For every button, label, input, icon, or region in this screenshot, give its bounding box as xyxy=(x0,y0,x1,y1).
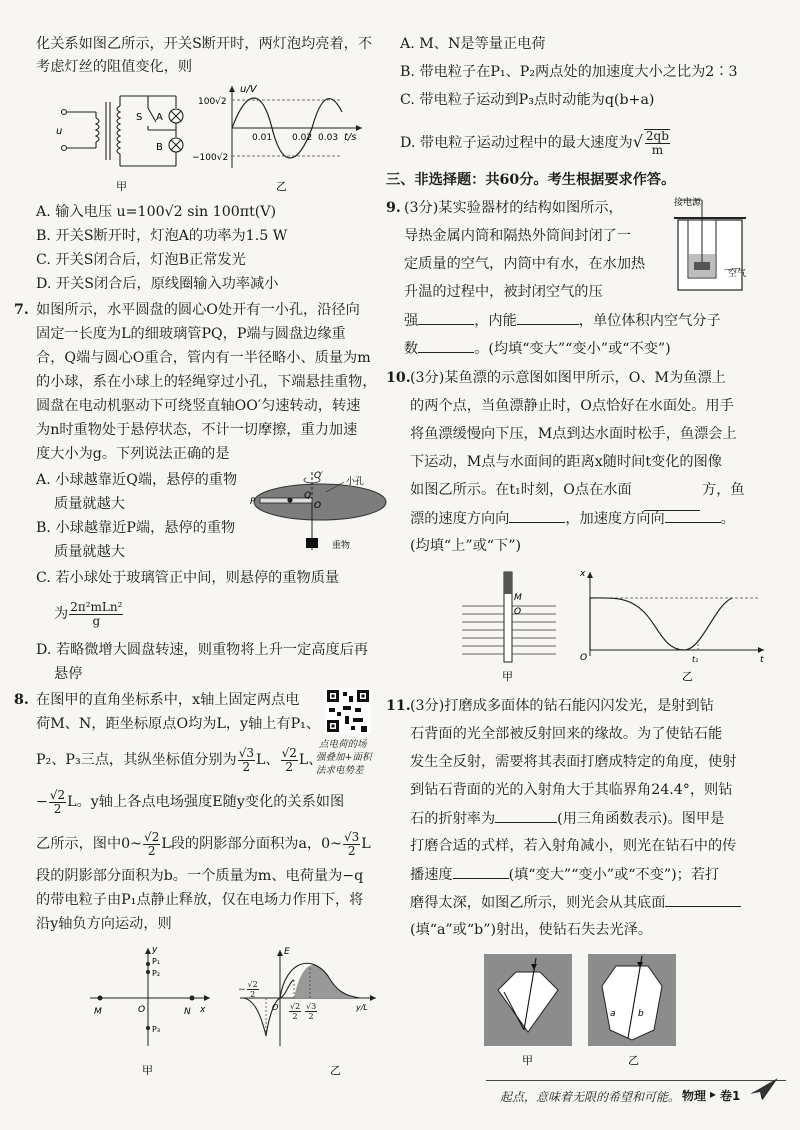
q7-option-C2 xyxy=(54,596,124,632)
q8-number: 8. xyxy=(14,692,29,708)
q9-l6-a: 数 xyxy=(404,341,419,357)
q7-option-C1: C. 若小球处于玻璃管正中间，则悬停的重物质量 xyxy=(36,570,340,586)
fig-t1: t₁ xyxy=(692,655,699,664)
frac xyxy=(305,1002,317,1021)
q6-line-2: 考虑灯丝的阻值变化，则 xyxy=(36,59,193,75)
q11-line-9: (填“a”或“b”)射出，使钻石失去光泽。 xyxy=(410,922,653,938)
sine-graph xyxy=(229,86,362,168)
fig-jia-label: 甲 xyxy=(502,670,513,683)
neg: − xyxy=(238,985,246,995)
q10-l6-b: ，加速度方向向 xyxy=(565,511,665,527)
q11-l7-b: (填“变大”“变小”或“不变”)；若打 xyxy=(508,867,720,883)
q11-l5-b: (用三角函数表示)。图甲是 xyxy=(557,811,725,827)
q9-l5-a: 强 xyxy=(404,313,419,329)
den: 2 xyxy=(308,1012,314,1021)
label-u: u xyxy=(56,126,63,137)
q8-l3-text: P₂、P₃三点，其纵坐标值分别为 xyxy=(36,752,237,768)
den: 2 xyxy=(250,990,256,999)
q11-line-5 xyxy=(410,808,724,829)
q8-frac-a xyxy=(143,831,160,858)
fig-Q: Q xyxy=(304,491,312,501)
fig-yi-label: 乙 xyxy=(330,1064,341,1077)
num: √2 xyxy=(144,829,160,844)
q8-line-7: 的带电粒子由P₁点静止释放，仅在电场力作用下，将 xyxy=(36,892,364,908)
den: m xyxy=(651,143,664,157)
fig-jia-label: 甲 xyxy=(522,1054,533,1067)
axis-u: u/V xyxy=(240,84,257,95)
q7-option-A1: A. 小球越靠近Q端，悬停的重物 xyxy=(36,472,238,488)
tick-003: 0.03 xyxy=(318,133,339,143)
q8-frac-b xyxy=(343,831,360,858)
label-A: A xyxy=(156,112,163,123)
section-3-heading: 三、非选择题：共60分。考生根据要求作答。 xyxy=(386,172,676,188)
den: 2 xyxy=(347,843,356,858)
q8-tick-s2 xyxy=(288,1002,302,1021)
footer-rule xyxy=(486,1080,786,1081)
axis-t: t/s xyxy=(344,132,357,143)
q10-line-1: (3分)某鱼漂的示意图如图甲所示，O、M为鱼漂上 xyxy=(410,370,726,386)
page-footer xyxy=(486,1080,786,1106)
q8-line-6: 段的阴影部分面积为b。一个质量为m、电荷量为−q xyxy=(36,868,364,884)
q8-l3-c: L、 xyxy=(298,752,323,768)
fig-x: x xyxy=(580,569,586,579)
q9-l6-b: 。(均填“变大”“变小”或“不变”) xyxy=(474,341,671,357)
fig-O: O xyxy=(314,501,322,511)
fig-P: P xyxy=(250,497,256,507)
q11-line-3: 发生全反射，需要将其表面打磨成特定的角度，使射 xyxy=(410,754,737,770)
q9-l5-b: ，内能 xyxy=(474,313,517,329)
q8-line-5 xyxy=(36,826,371,862)
paper-plane-icon xyxy=(748,1074,780,1102)
q7-line-1: 如图所示，水平圆盘的圆心O处开有一小孔，沿径向 xyxy=(36,302,360,318)
q8-figure xyxy=(80,940,380,1080)
q8-neg: − xyxy=(36,794,48,810)
num: √2 xyxy=(281,745,297,760)
q6-option-D: D. 开关S闭合后，原线圈输入功率减小 xyxy=(36,276,279,292)
fig-b: b xyxy=(638,1009,644,1019)
q6-option-C: C. 开关S闭合后，灯泡B正常发光 xyxy=(36,252,246,268)
q8-line-4 xyxy=(36,784,344,820)
fig-weight: 重物 xyxy=(332,541,351,551)
num: √2 xyxy=(49,787,66,802)
q11-blank-speed[interactable] xyxy=(453,864,509,879)
q9-blank-energy[interactable] xyxy=(517,310,579,325)
fig-t: t xyxy=(760,655,764,665)
q8-option-D xyxy=(400,124,671,160)
footer-subject: 物理 xyxy=(682,1089,707,1103)
num: √3 xyxy=(306,1002,317,1011)
q6-line-1: 化关系如图乙所示，开关S断开时，两灯泡均亮着，不 xyxy=(36,36,373,52)
q11-number: 11. xyxy=(386,698,411,714)
q7-line-6: 为n时重物处于悬停状态，不计一切摩擦，重力加速 xyxy=(36,422,358,438)
label-S: S xyxy=(136,112,143,123)
q8-option-C: C. 带电粒子运动到P₃点时动能为q(b+a) xyxy=(400,92,655,108)
q10-number: 10. xyxy=(386,370,411,386)
den: 2 xyxy=(147,843,156,858)
q10-line-5: 如图乙所示。在t₁时刻，O点在水面 xyxy=(410,482,632,498)
fig-P2: P₂ xyxy=(152,969,161,978)
q11-line-6: 打磨合适的式样，若入射角减小，则光在钻石中的传 xyxy=(410,838,737,854)
den: 2 xyxy=(242,759,251,774)
q7-option-A2: 质量就越大 xyxy=(54,496,125,512)
q9-line-6 xyxy=(404,338,671,359)
fig-P3: P₃ xyxy=(152,1025,161,1034)
q7-figure xyxy=(248,470,388,562)
q11-l8-a: 磨得太深，如图乙所示，则光会从其底面 xyxy=(410,895,666,911)
q11-line-1: (3分)打磨成多面体的钻石能闪闪发光，是射到钻 xyxy=(410,698,714,714)
q7-option-B1: B. 小球越靠近P端，悬停的重物 xyxy=(36,520,236,536)
q9-line-5 xyxy=(404,310,721,331)
frac xyxy=(289,1002,301,1021)
qr-note-1: 点电荷的场 xyxy=(319,739,367,750)
fig-hole: 小孔 xyxy=(346,477,365,487)
q11-line-8 xyxy=(410,892,741,913)
transformer-circuit xyxy=(62,96,184,166)
tick-002: 0.02 xyxy=(292,133,313,143)
fig-yi-label: 乙 xyxy=(682,670,693,683)
q8-l5-a: 乙所示，图中0~ xyxy=(36,836,143,852)
q11-line-7 xyxy=(410,864,719,885)
fig-E: E xyxy=(284,947,290,957)
q9-line-1: (3分)某实验器材的结构如图所示， xyxy=(404,200,623,216)
fig-a: a xyxy=(610,1009,616,1019)
fig-yL: y/L xyxy=(356,1003,368,1012)
q8-l5-c: L xyxy=(361,836,371,852)
tick-neg: −100√2 xyxy=(192,153,229,163)
fig-O: O xyxy=(514,607,522,617)
q8-option-A: A. M、N是等量正电荷 xyxy=(400,36,546,52)
q10-line-4: 下运动，M点与水面间的距离x随时间t变化的图像 xyxy=(410,454,722,470)
q7-line-5: 圆盘在电动机驱动下可绕竖直轴OO′匀速转动，转速 xyxy=(36,398,361,414)
q8-d-fraction xyxy=(644,129,670,157)
q7-c-fraction xyxy=(69,601,123,628)
q9-line-2: 导热金属内筒和隔热外筒间封闭了一 xyxy=(404,228,632,244)
footer-page: 卷1 xyxy=(720,1089,741,1103)
q9-line-3: 定质量的空气，内筒中有水，在水加热 xyxy=(404,256,646,272)
fig-M: M xyxy=(514,593,522,603)
q11-l7-a: 播速度 xyxy=(410,867,453,883)
den: 2 xyxy=(285,759,294,774)
sqrt-sign: √ xyxy=(632,132,643,151)
q8-line-3 xyxy=(36,742,323,778)
q8-line-1: 在图甲的直角坐标系中，x轴上固定两点电 xyxy=(36,692,300,708)
q8-line-8: 沿y轴负方向运动，则 xyxy=(36,916,172,932)
q11-line-2: 石背面的光全部被反射回来的缘故。为了使钻石能 xyxy=(410,726,723,742)
q7-line-3: 合，Q端与圆心O重合，管内有一半径略小、质量为m xyxy=(36,350,371,366)
num: √3 xyxy=(238,745,254,760)
q8-tick-s3 xyxy=(304,1002,318,1021)
num: √2 xyxy=(247,980,258,989)
q10-blank-velocity[interactable] xyxy=(509,508,565,523)
q8-l3-b: L、 xyxy=(256,752,280,768)
q6-option-B: B. 开关S断开时，灯泡A的功率为1.5 W xyxy=(36,228,288,244)
q10-line-6 xyxy=(410,508,735,529)
frac xyxy=(247,980,259,999)
q8-l4-text: L。y轴上各点电场强度E随y变化的关系如图 xyxy=(67,794,345,810)
fig-origin: O xyxy=(580,653,588,663)
q7-c-numerator: 2π²mLn² xyxy=(70,599,123,614)
footer-slogan: 起点，意味着无限的希望和可能。 xyxy=(500,1090,681,1104)
q7-number: 7. xyxy=(14,302,29,318)
q10-figure xyxy=(462,566,772,686)
fig-jia-label: 甲 xyxy=(116,180,127,192)
q8-l5-b: L段的阴影部分面积为a，0~ xyxy=(161,836,342,852)
q11-blank-face[interactable] xyxy=(665,892,741,907)
fig-P1: P₁ xyxy=(152,957,161,966)
q10-line-5b: 方，鱼 xyxy=(702,482,745,498)
q11-figure xyxy=(482,952,682,1068)
q7-option-D2: 悬停 xyxy=(54,666,83,682)
fig-O-yi: O xyxy=(272,1003,279,1012)
q9-line-4: 升温的过程中，被封闭空气的压 xyxy=(404,284,603,300)
fig-O2: O′ xyxy=(314,471,324,481)
q9-blank-density[interactable] xyxy=(418,338,474,353)
qr-note-3: 法求电势差 xyxy=(316,765,364,776)
q6-figure xyxy=(56,82,376,192)
tick-001: 0.01 xyxy=(252,133,273,143)
q10-line-2: 的两个点，当鱼漂静止时，O点恰好在水面处。用手 xyxy=(410,398,734,414)
q8-line-2: 荷M、N，距坐标原点O均为L，y轴上有P₁、 xyxy=(36,716,321,732)
q10-line-3: 将鱼漂缓慢向下压，M点到达水面时松手，鱼漂会上 xyxy=(410,426,737,442)
q8-frac-neg-s2 xyxy=(49,789,66,816)
footer-arrow: ▸ xyxy=(710,1087,717,1101)
q7-option-B2: 质量就越大 xyxy=(54,544,125,560)
q10-l6-a: 漂的速度方向向 xyxy=(410,511,510,527)
fig-yi-label: 乙 xyxy=(276,180,287,192)
den: 2 xyxy=(292,1012,298,1021)
q7-line-7: 度大小为g。下列说法正确的是 xyxy=(36,446,230,462)
num: 2qb xyxy=(645,129,669,143)
q7-line-4: 的小球，系在小球上的轻绳穿过小孔，下端悬挂重物， xyxy=(36,374,377,390)
num: √2 xyxy=(290,1002,301,1011)
q6-option-A: A. 输入电压 u=100√2 sin 100πt(V) xyxy=(36,204,277,220)
q9-number: 9. xyxy=(386,200,401,216)
fig-O: O xyxy=(138,1005,146,1015)
q10-line-7: (均填“上”或“下”) xyxy=(410,538,522,554)
q8-option-B: B. 带电粒子在P₁、P₂两点处的加速度大小之比为2∶3 xyxy=(400,64,738,80)
label-B: B xyxy=(156,142,163,153)
fig-jia-label: 甲 xyxy=(142,1064,153,1077)
q9-figure xyxy=(650,196,770,296)
qr-note-2: 强叠加+面积 xyxy=(316,752,372,763)
q8-d-prefix: D. 带电粒子运动过程中的最大速度为 xyxy=(400,135,633,151)
q8-tick-neg-s2 xyxy=(238,980,260,999)
fig-yi-label: 乙 xyxy=(628,1054,639,1067)
tick-pos: 100√2 xyxy=(198,97,227,107)
q10-l6-c: 。 xyxy=(720,511,735,527)
q9-l5-c: ，单位体积内空气分子 xyxy=(578,313,721,329)
fig-x: x xyxy=(200,1005,206,1015)
q11-blank-index[interactable] xyxy=(495,808,557,823)
fig-N: N xyxy=(184,1007,191,1017)
qr-code[interactable] xyxy=(325,688,371,734)
q7-option-D1: D. 若略微增大圆盘转速，则重物将上升一定高度后再 xyxy=(36,642,369,658)
q7-c-prefix: 为 xyxy=(54,606,69,622)
q11-l5-a: 石的折射率为 xyxy=(410,811,496,827)
q11-line-4: 到钻石背面的光的入射角大于其临界角24.4°，则钻 xyxy=(410,782,733,798)
fig-power: 接电源 xyxy=(674,198,702,208)
q7-line-2: 固定一长度为L的细玻璃管PQ，P端与圆盘边缘重 xyxy=(36,326,346,342)
q7-c-denominator: g xyxy=(92,613,101,628)
q9-blank-pressure[interactable] xyxy=(418,310,474,325)
num: √3 xyxy=(344,829,360,844)
q8-frac-s2 xyxy=(281,747,298,774)
fig-air: 空气 xyxy=(728,269,747,279)
fig-y: y xyxy=(152,945,158,955)
fig-M: M xyxy=(94,1007,102,1017)
q8-frac-s3 xyxy=(238,747,255,774)
den: 2 xyxy=(53,801,62,816)
q10-blank-acceleration[interactable] xyxy=(665,508,721,523)
